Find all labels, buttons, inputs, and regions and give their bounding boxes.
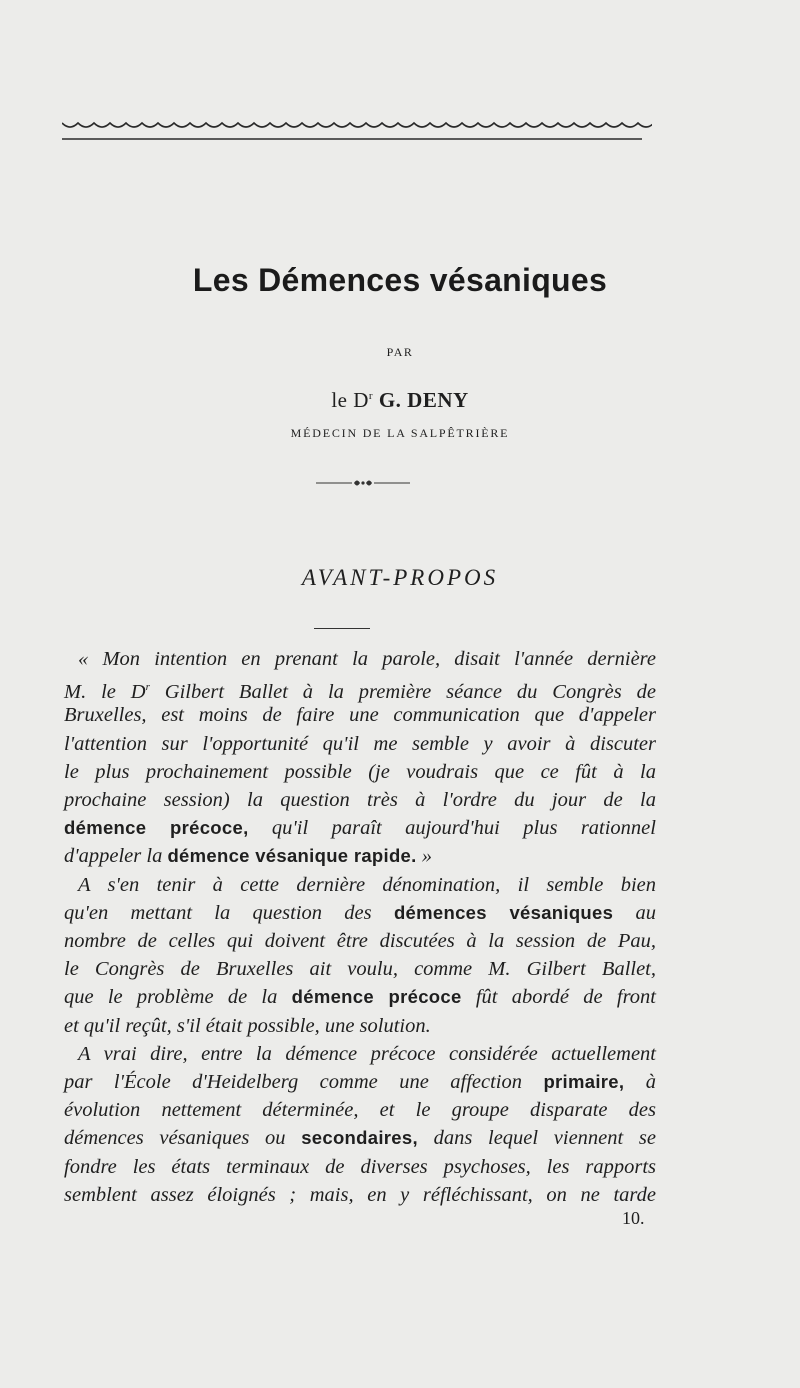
emphasized-term: démence précoce <box>291 986 462 1008</box>
section-title: AVANT-PROPOS <box>301 565 499 590</box>
text-segment: le Congrès de Bruxelles ait voulu, comme M. Gilbert Ballet, <box>64 958 656 981</box>
text-segment: et qu'il reçût, s'il était possible, une solution. <box>64 1014 431 1037</box>
emphasized-term: démence précoce, <box>64 817 249 839</box>
text-line <box>64 702 656 728</box>
text-line <box>64 1154 656 1180</box>
text-segment: A s'en tenir à cette dernière dénomination, il semble bien <box>78 873 656 896</box>
text-segment: Bruxelles, est moins de faire une communication que d'appeler <box>64 704 656 727</box>
emphasized-term: secondaires, <box>301 1127 418 1149</box>
text-line <box>64 731 656 757</box>
text-line <box>64 984 656 1010</box>
text-segment: l'attention sur l'opportunité qu'il me semble y avoir à discuter <box>64 732 656 755</box>
author-prefix: le D <box>331 388 369 412</box>
text-line <box>64 674 657 704</box>
text-line <box>64 1182 656 1208</box>
text-segment: démences vésaniques ou <box>64 1127 302 1150</box>
text-line <box>64 1013 656 1039</box>
author-prefix-sup: r <box>368 390 374 402</box>
text-segment: fût abordé de front <box>461 986 656 1009</box>
emphasized-term: démence vésanique rapide. <box>167 845 417 867</box>
chapter-title: Les Démences vésaniques <box>192 262 608 298</box>
text-segment: Gilbert Ballet à la première séance du Congrès de <box>149 681 657 704</box>
text-line <box>64 872 656 898</box>
text-segment: M. le D <box>64 681 146 704</box>
text-line <box>64 646 656 672</box>
author-name: G. DENY <box>378 388 469 412</box>
wavy-ornament-rule <box>62 115 652 145</box>
text-segment: qu'il paraît aujourd'hui plus rationnel <box>248 817 656 840</box>
text-line <box>64 843 656 869</box>
text-segment: dans lequel viennent se <box>417 1127 656 1150</box>
text-segment: à <box>624 1071 657 1093</box>
by-label: PAR <box>386 345 414 359</box>
text-line <box>64 1125 656 1151</box>
text-segment: le plus prochainement possible (je voudrais que ce fût à la <box>64 760 656 783</box>
text-segment: « Mon intention en prenant la parole, disait l'année dernière <box>78 648 656 670</box>
section-rule <box>314 628 370 629</box>
text-segment: A vrai dire, entre la démence précoce considérée actuellement <box>78 1042 656 1065</box>
text-segment: prochaine session) la question très à l'ordre du jour de la <box>64 789 656 811</box>
text-line <box>64 815 656 841</box>
text-segment: au <box>613 901 657 924</box>
text-line <box>64 956 656 982</box>
author-line <box>0 388 800 413</box>
text-line <box>64 928 656 954</box>
emphasized-term: primaire, <box>543 1071 625 1092</box>
text-line <box>64 1069 656 1095</box>
page-number: 10. <box>622 1208 645 1228</box>
text-segment: fondre les états terminaux de diverses psychoses, les rapports <box>64 1155 656 1178</box>
emphasized-term: démences vésaniques <box>393 901 614 923</box>
text-segment: par l'École d'Heidelberg comme une affection <box>64 1071 544 1093</box>
text-segment: qu'en mettant la question des <box>64 901 394 924</box>
text-segment: d'appeler la <box>64 845 168 868</box>
author-affiliation: MÉDECIN DE LA SALPÊTRIÈRE <box>290 426 510 440</box>
text-line <box>64 787 656 813</box>
text-line <box>64 1041 656 1067</box>
text-segment: semblent assez éloignés ; mais, en y réfléchissant, on ne tarde <box>64 1183 656 1206</box>
text-line <box>64 1097 656 1123</box>
text-line <box>64 900 656 926</box>
fleuron-divider <box>316 476 410 490</box>
text-segment: que le problème de la <box>64 986 292 1009</box>
text-segment: r <box>145 681 150 694</box>
text-segment: évolution nettement déterminée, et le groupe disparate des <box>64 1099 656 1122</box>
text-segment: » <box>416 845 432 868</box>
text-line <box>64 759 656 785</box>
text-segment: nombre de celles qui doivent être discutées à la session de Pau, <box>64 930 656 952</box>
